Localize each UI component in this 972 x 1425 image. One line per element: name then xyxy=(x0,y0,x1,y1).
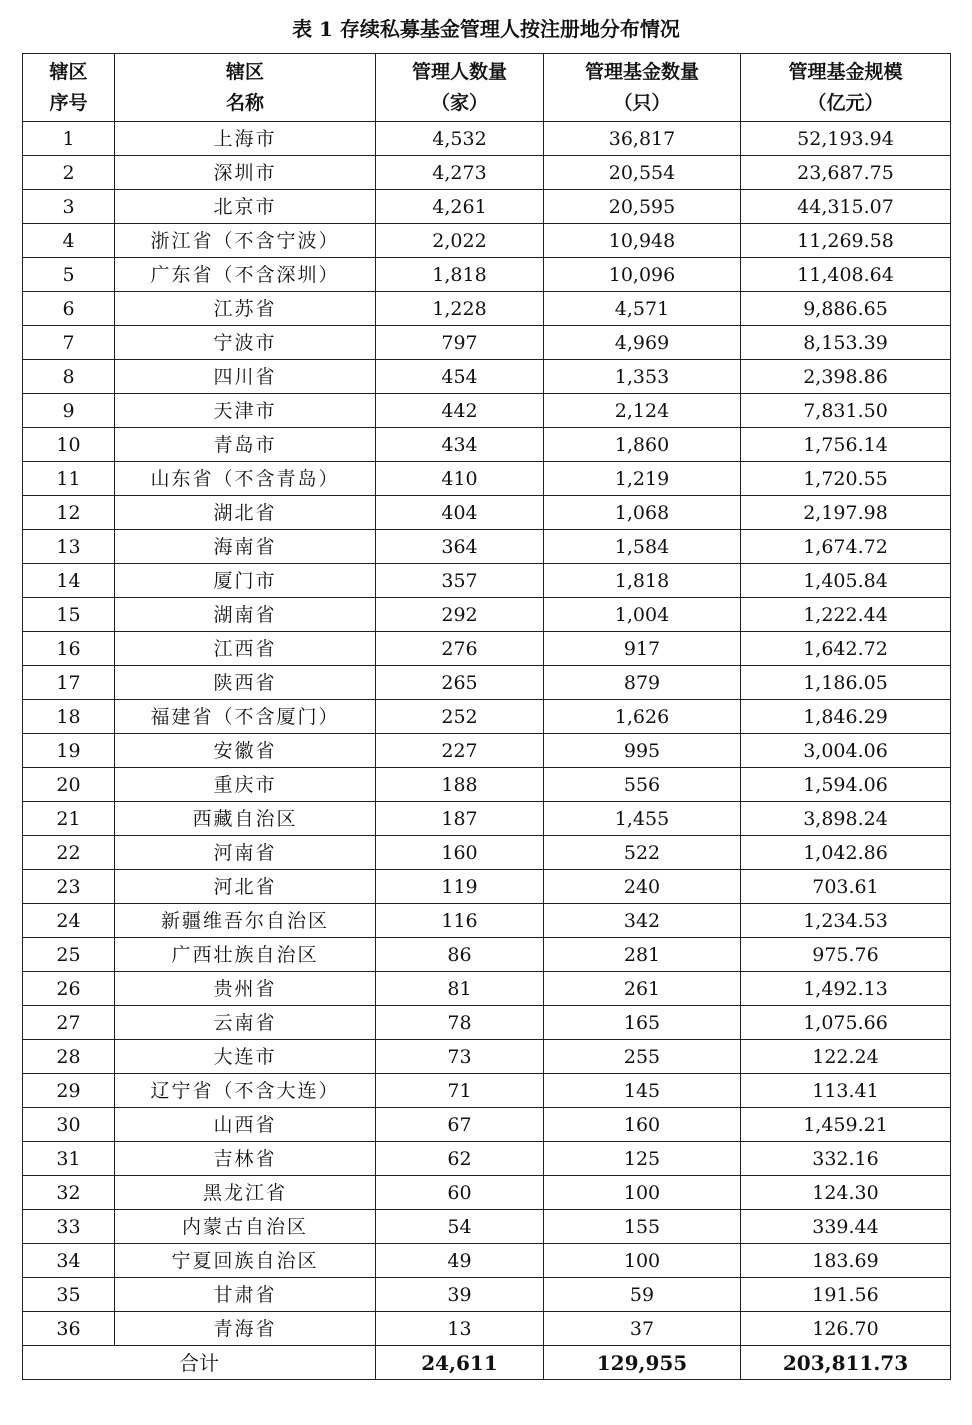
table-row xyxy=(23,258,951,292)
region-name-cell: 安徽省 xyxy=(115,734,376,768)
region-name-cell: 上海市 xyxy=(115,122,376,156)
fund-scale-cell: 124.30 xyxy=(741,1176,951,1210)
fund-count-cell: 1,004 xyxy=(544,598,741,632)
total-label: 合计 xyxy=(23,1346,376,1380)
fund-scale-cell: 113.41 xyxy=(741,1074,951,1108)
manager-count-cell: 54 xyxy=(376,1210,544,1244)
fund-count-cell: 160 xyxy=(544,1108,741,1142)
fund-scale-cell: 1,222.44 xyxy=(741,598,951,632)
fund-scale-cell: 9,886.65 xyxy=(741,292,951,326)
fund-scale-cell: 1,642.72 xyxy=(741,632,951,666)
region-name-cell: 重庆市 xyxy=(115,768,376,802)
fund-scale-cell: 1,459.21 xyxy=(741,1108,951,1142)
fund-count-cell: 4,571 xyxy=(544,292,741,326)
total-funds: 129,955 xyxy=(544,1346,741,1380)
region-no-cell: 4 xyxy=(23,224,115,258)
table-row xyxy=(23,1176,951,1210)
region-name-cell: 天津市 xyxy=(115,394,376,428)
region-name-cell: 黑龙江省 xyxy=(115,1176,376,1210)
region-name-cell: 广东省（不含深圳） xyxy=(115,258,376,292)
table-row xyxy=(23,462,951,496)
region-no-cell: 17 xyxy=(23,666,115,700)
fund-count-cell: 522 xyxy=(544,836,741,870)
region-name-cell: 河北省 xyxy=(115,870,376,904)
manager-count-cell: 227 xyxy=(376,734,544,768)
region-name-cell: 北京市 xyxy=(115,190,376,224)
fund-count-cell: 155 xyxy=(544,1210,741,1244)
manager-count-cell: 357 xyxy=(376,564,544,598)
table-row xyxy=(23,1040,951,1074)
fund-scale-cell: 1,674.72 xyxy=(741,530,951,564)
header-region-no: 辖区 序号 xyxy=(23,54,115,122)
fund-count-cell: 1,219 xyxy=(544,462,741,496)
manager-count-cell: 39 xyxy=(376,1278,544,1312)
fund-count-cell: 1,860 xyxy=(544,428,741,462)
region-name-cell: 西藏自治区 xyxy=(115,802,376,836)
region-no-cell: 34 xyxy=(23,1244,115,1278)
manager-count-cell: 404 xyxy=(376,496,544,530)
fund-count-cell: 556 xyxy=(544,768,741,802)
manager-count-cell: 410 xyxy=(376,462,544,496)
manager-count-cell: 292 xyxy=(376,598,544,632)
region-no-cell: 6 xyxy=(23,292,115,326)
table-row xyxy=(23,292,951,326)
region-no-cell: 20 xyxy=(23,768,115,802)
region-no-cell: 9 xyxy=(23,394,115,428)
region-name-cell: 湖北省 xyxy=(115,496,376,530)
fund-scale-cell: 1,756.14 xyxy=(741,428,951,462)
table-row xyxy=(23,700,951,734)
region-name-cell: 青海省 xyxy=(115,1312,376,1346)
table-row xyxy=(23,632,951,666)
header-row xyxy=(23,54,951,122)
fund-count-cell: 995 xyxy=(544,734,741,768)
table-row xyxy=(23,938,951,972)
manager-count-cell: 187 xyxy=(376,802,544,836)
header-fund-count: 管理基金数量 （只） xyxy=(544,54,741,122)
table-row xyxy=(23,394,951,428)
manager-count-cell: 4,273 xyxy=(376,156,544,190)
fund-count-cell: 59 xyxy=(544,1278,741,1312)
manager-count-cell: 4,532 xyxy=(376,122,544,156)
region-name-cell: 大连市 xyxy=(115,1040,376,1074)
region-no-cell: 5 xyxy=(23,258,115,292)
region-name-cell: 甘肃省 xyxy=(115,1278,376,1312)
table-row xyxy=(23,734,951,768)
table-row xyxy=(23,836,951,870)
region-name-cell: 陕西省 xyxy=(115,666,376,700)
fund-scale-cell: 975.76 xyxy=(741,938,951,972)
region-no-cell: 24 xyxy=(23,904,115,938)
manager-count-cell: 71 xyxy=(376,1074,544,1108)
manager-count-cell: 73 xyxy=(376,1040,544,1074)
manager-count-cell: 67 xyxy=(376,1108,544,1142)
fund-count-cell: 20,595 xyxy=(544,190,741,224)
manager-count-cell: 188 xyxy=(376,768,544,802)
region-no-cell: 16 xyxy=(23,632,115,666)
fund-count-cell: 1,818 xyxy=(544,564,741,598)
fund-count-cell: 240 xyxy=(544,870,741,904)
manager-count-cell: 81 xyxy=(376,972,544,1006)
region-no-cell: 14 xyxy=(23,564,115,598)
manager-count-cell: 4,261 xyxy=(376,190,544,224)
table-title: 表 1 存续私募基金管理人按注册地分布情况 xyxy=(292,17,680,41)
table-row xyxy=(23,598,951,632)
region-no-cell: 2 xyxy=(23,156,115,190)
manager-count-cell: 442 xyxy=(376,394,544,428)
fund-scale-cell: 8,153.39 xyxy=(741,326,951,360)
region-no-cell: 12 xyxy=(23,496,115,530)
fund-scale-cell: 703.61 xyxy=(741,870,951,904)
region-name-cell: 山东省（不含青岛） xyxy=(115,462,376,496)
total-managers: 24,611 xyxy=(376,1346,544,1380)
region-no-cell: 29 xyxy=(23,1074,115,1108)
region-no-cell: 11 xyxy=(23,462,115,496)
region-name-cell: 辽宁省（不含大连） xyxy=(115,1074,376,1108)
manager-count-cell: 1,228 xyxy=(376,292,544,326)
table-row xyxy=(23,496,951,530)
region-no-cell: 19 xyxy=(23,734,115,768)
fund-count-cell: 2,124 xyxy=(544,394,741,428)
manager-count-cell: 265 xyxy=(376,666,544,700)
table-row xyxy=(23,224,951,258)
manager-count-cell: 1,818 xyxy=(376,258,544,292)
fund-scale-cell: 44,315.07 xyxy=(741,190,951,224)
manager-count-cell: 119 xyxy=(376,870,544,904)
fund-scale-cell: 2,398.86 xyxy=(741,360,951,394)
fund-scale-cell: 3,898.24 xyxy=(741,802,951,836)
manager-count-cell: 276 xyxy=(376,632,544,666)
table-row xyxy=(23,190,951,224)
table-row xyxy=(23,122,951,156)
region-no-cell: 7 xyxy=(23,326,115,360)
table-row xyxy=(23,972,951,1006)
fund-count-cell: 125 xyxy=(544,1142,741,1176)
fund-count-cell: 10,948 xyxy=(544,224,741,258)
region-name-cell: 云南省 xyxy=(115,1006,376,1040)
header-fund-scale: 管理基金规模 （亿元） xyxy=(741,54,951,122)
region-name-cell: 宁波市 xyxy=(115,326,376,360)
fund-scale-cell: 122.24 xyxy=(741,1040,951,1074)
table-row xyxy=(23,1244,951,1278)
manager-count-cell: 62 xyxy=(376,1142,544,1176)
manager-count-cell: 60 xyxy=(376,1176,544,1210)
region-name-cell: 山西省 xyxy=(115,1108,376,1142)
fund-scale-cell: 1,075.66 xyxy=(741,1006,951,1040)
manager-count-cell: 13 xyxy=(376,1312,544,1346)
region-name-cell: 四川省 xyxy=(115,360,376,394)
fund-count-cell: 917 xyxy=(544,632,741,666)
fund-manager-distribution-table xyxy=(22,53,951,1380)
table-row xyxy=(23,1006,951,1040)
region-name-cell: 湖南省 xyxy=(115,598,376,632)
region-no-cell: 15 xyxy=(23,598,115,632)
total-scale: 203,811.73 xyxy=(741,1346,951,1380)
fund-scale-cell: 1,405.84 xyxy=(741,564,951,598)
fund-scale-cell: 1,492.13 xyxy=(741,972,951,1006)
fund-count-cell: 100 xyxy=(544,1176,741,1210)
manager-count-cell: 434 xyxy=(376,428,544,462)
fund-scale-cell: 1,042.86 xyxy=(741,836,951,870)
fund-count-cell: 1,068 xyxy=(544,496,741,530)
fund-count-cell: 342 xyxy=(544,904,741,938)
table-row xyxy=(23,1142,951,1176)
fund-count-cell: 20,554 xyxy=(544,156,741,190)
region-no-cell: 27 xyxy=(23,1006,115,1040)
region-name-cell: 海南省 xyxy=(115,530,376,564)
table-row xyxy=(23,1210,951,1244)
table-row xyxy=(23,530,951,564)
fund-scale-cell: 23,687.75 xyxy=(741,156,951,190)
region-no-cell: 8 xyxy=(23,360,115,394)
region-name-cell: 河南省 xyxy=(115,836,376,870)
region-no-cell: 26 xyxy=(23,972,115,1006)
table-row xyxy=(23,1312,951,1346)
fund-scale-cell: 1,720.55 xyxy=(741,462,951,496)
region-no-cell: 30 xyxy=(23,1108,115,1142)
fund-scale-cell: 1,234.53 xyxy=(741,904,951,938)
table-row xyxy=(23,564,951,598)
fund-count-cell: 281 xyxy=(544,938,741,972)
fund-scale-cell: 1,186.05 xyxy=(741,666,951,700)
region-no-cell: 21 xyxy=(23,802,115,836)
fund-count-cell: 100 xyxy=(544,1244,741,1278)
table-row xyxy=(23,1108,951,1142)
region-name-cell: 贵州省 xyxy=(115,972,376,1006)
table-row xyxy=(23,360,951,394)
manager-count-cell: 454 xyxy=(376,360,544,394)
region-name-cell: 江西省 xyxy=(115,632,376,666)
fund-scale-cell: 191.56 xyxy=(741,1278,951,1312)
region-no-cell: 22 xyxy=(23,836,115,870)
fund-scale-cell: 11,269.58 xyxy=(741,224,951,258)
table-row xyxy=(23,870,951,904)
region-no-cell: 36 xyxy=(23,1312,115,1346)
region-name-cell: 青岛市 xyxy=(115,428,376,462)
fund-scale-cell: 339.44 xyxy=(741,1210,951,1244)
fund-count-cell: 1,455 xyxy=(544,802,741,836)
region-name-cell: 吉林省 xyxy=(115,1142,376,1176)
header-region-name: 辖区 名称 xyxy=(115,54,376,122)
manager-count-cell: 797 xyxy=(376,326,544,360)
region-no-cell: 28 xyxy=(23,1040,115,1074)
manager-count-cell: 364 xyxy=(376,530,544,564)
region-no-cell: 33 xyxy=(23,1210,115,1244)
fund-count-cell: 1,353 xyxy=(544,360,741,394)
total-row xyxy=(23,1346,951,1380)
table-row xyxy=(23,326,951,360)
region-name-cell: 福建省（不含厦门） xyxy=(115,700,376,734)
table-row xyxy=(23,428,951,462)
region-name-cell: 江苏省 xyxy=(115,292,376,326)
fund-scale-cell: 1,846.29 xyxy=(741,700,951,734)
manager-count-cell: 49 xyxy=(376,1244,544,1278)
region-name-cell: 广西壮族自治区 xyxy=(115,938,376,972)
manager-count-cell: 160 xyxy=(376,836,544,870)
region-no-cell: 35 xyxy=(23,1278,115,1312)
fund-count-cell: 165 xyxy=(544,1006,741,1040)
fund-scale-cell: 332.16 xyxy=(741,1142,951,1176)
fund-count-cell: 261 xyxy=(544,972,741,1006)
fund-scale-cell: 126.70 xyxy=(741,1312,951,1346)
region-no-cell: 1 xyxy=(23,122,115,156)
table-row xyxy=(23,1278,951,1312)
region-no-cell: 13 xyxy=(23,530,115,564)
manager-count-cell: 2,022 xyxy=(376,224,544,258)
table-row xyxy=(23,666,951,700)
manager-count-cell: 116 xyxy=(376,904,544,938)
region-name-cell: 新疆维吾尔自治区 xyxy=(115,904,376,938)
fund-count-cell: 1,584 xyxy=(544,530,741,564)
fund-scale-cell: 7,831.50 xyxy=(741,394,951,428)
manager-count-cell: 86 xyxy=(376,938,544,972)
table-row xyxy=(23,1074,951,1108)
region-name-cell: 浙江省（不含宁波） xyxy=(115,224,376,258)
table-row xyxy=(23,156,951,190)
region-no-cell: 23 xyxy=(23,870,115,904)
region-no-cell: 31 xyxy=(23,1142,115,1176)
fund-scale-cell: 2,197.98 xyxy=(741,496,951,530)
table-row xyxy=(23,768,951,802)
fund-count-cell: 37 xyxy=(544,1312,741,1346)
region-name-cell: 厦门市 xyxy=(115,564,376,598)
table-body xyxy=(23,122,951,1346)
fund-count-cell: 1,626 xyxy=(544,700,741,734)
fund-scale-cell: 52,193.94 xyxy=(741,122,951,156)
header-manager-count: 管理人数量 （家） xyxy=(376,54,544,122)
region-no-cell: 32 xyxy=(23,1176,115,1210)
region-no-cell: 25 xyxy=(23,938,115,972)
region-no-cell: 3 xyxy=(23,190,115,224)
region-no-cell: 18 xyxy=(23,700,115,734)
fund-scale-cell: 183.69 xyxy=(741,1244,951,1278)
region-name-cell: 宁夏回族自治区 xyxy=(115,1244,376,1278)
fund-scale-cell: 1,594.06 xyxy=(741,768,951,802)
region-name-cell: 内蒙古自治区 xyxy=(115,1210,376,1244)
fund-scale-cell: 3,004.06 xyxy=(741,734,951,768)
region-no-cell: 10 xyxy=(23,428,115,462)
fund-count-cell: 255 xyxy=(544,1040,741,1074)
fund-count-cell: 145 xyxy=(544,1074,741,1108)
manager-count-cell: 252 xyxy=(376,700,544,734)
manager-count-cell: 78 xyxy=(376,1006,544,1040)
table-row xyxy=(23,904,951,938)
fund-count-cell: 10,096 xyxy=(544,258,741,292)
region-name-cell: 深圳市 xyxy=(115,156,376,190)
table-row xyxy=(23,802,951,836)
fund-count-cell: 36,817 xyxy=(544,122,741,156)
fund-count-cell: 4,969 xyxy=(544,326,741,360)
fund-scale-cell: 11,408.64 xyxy=(741,258,951,292)
fund-count-cell: 879 xyxy=(544,666,741,700)
